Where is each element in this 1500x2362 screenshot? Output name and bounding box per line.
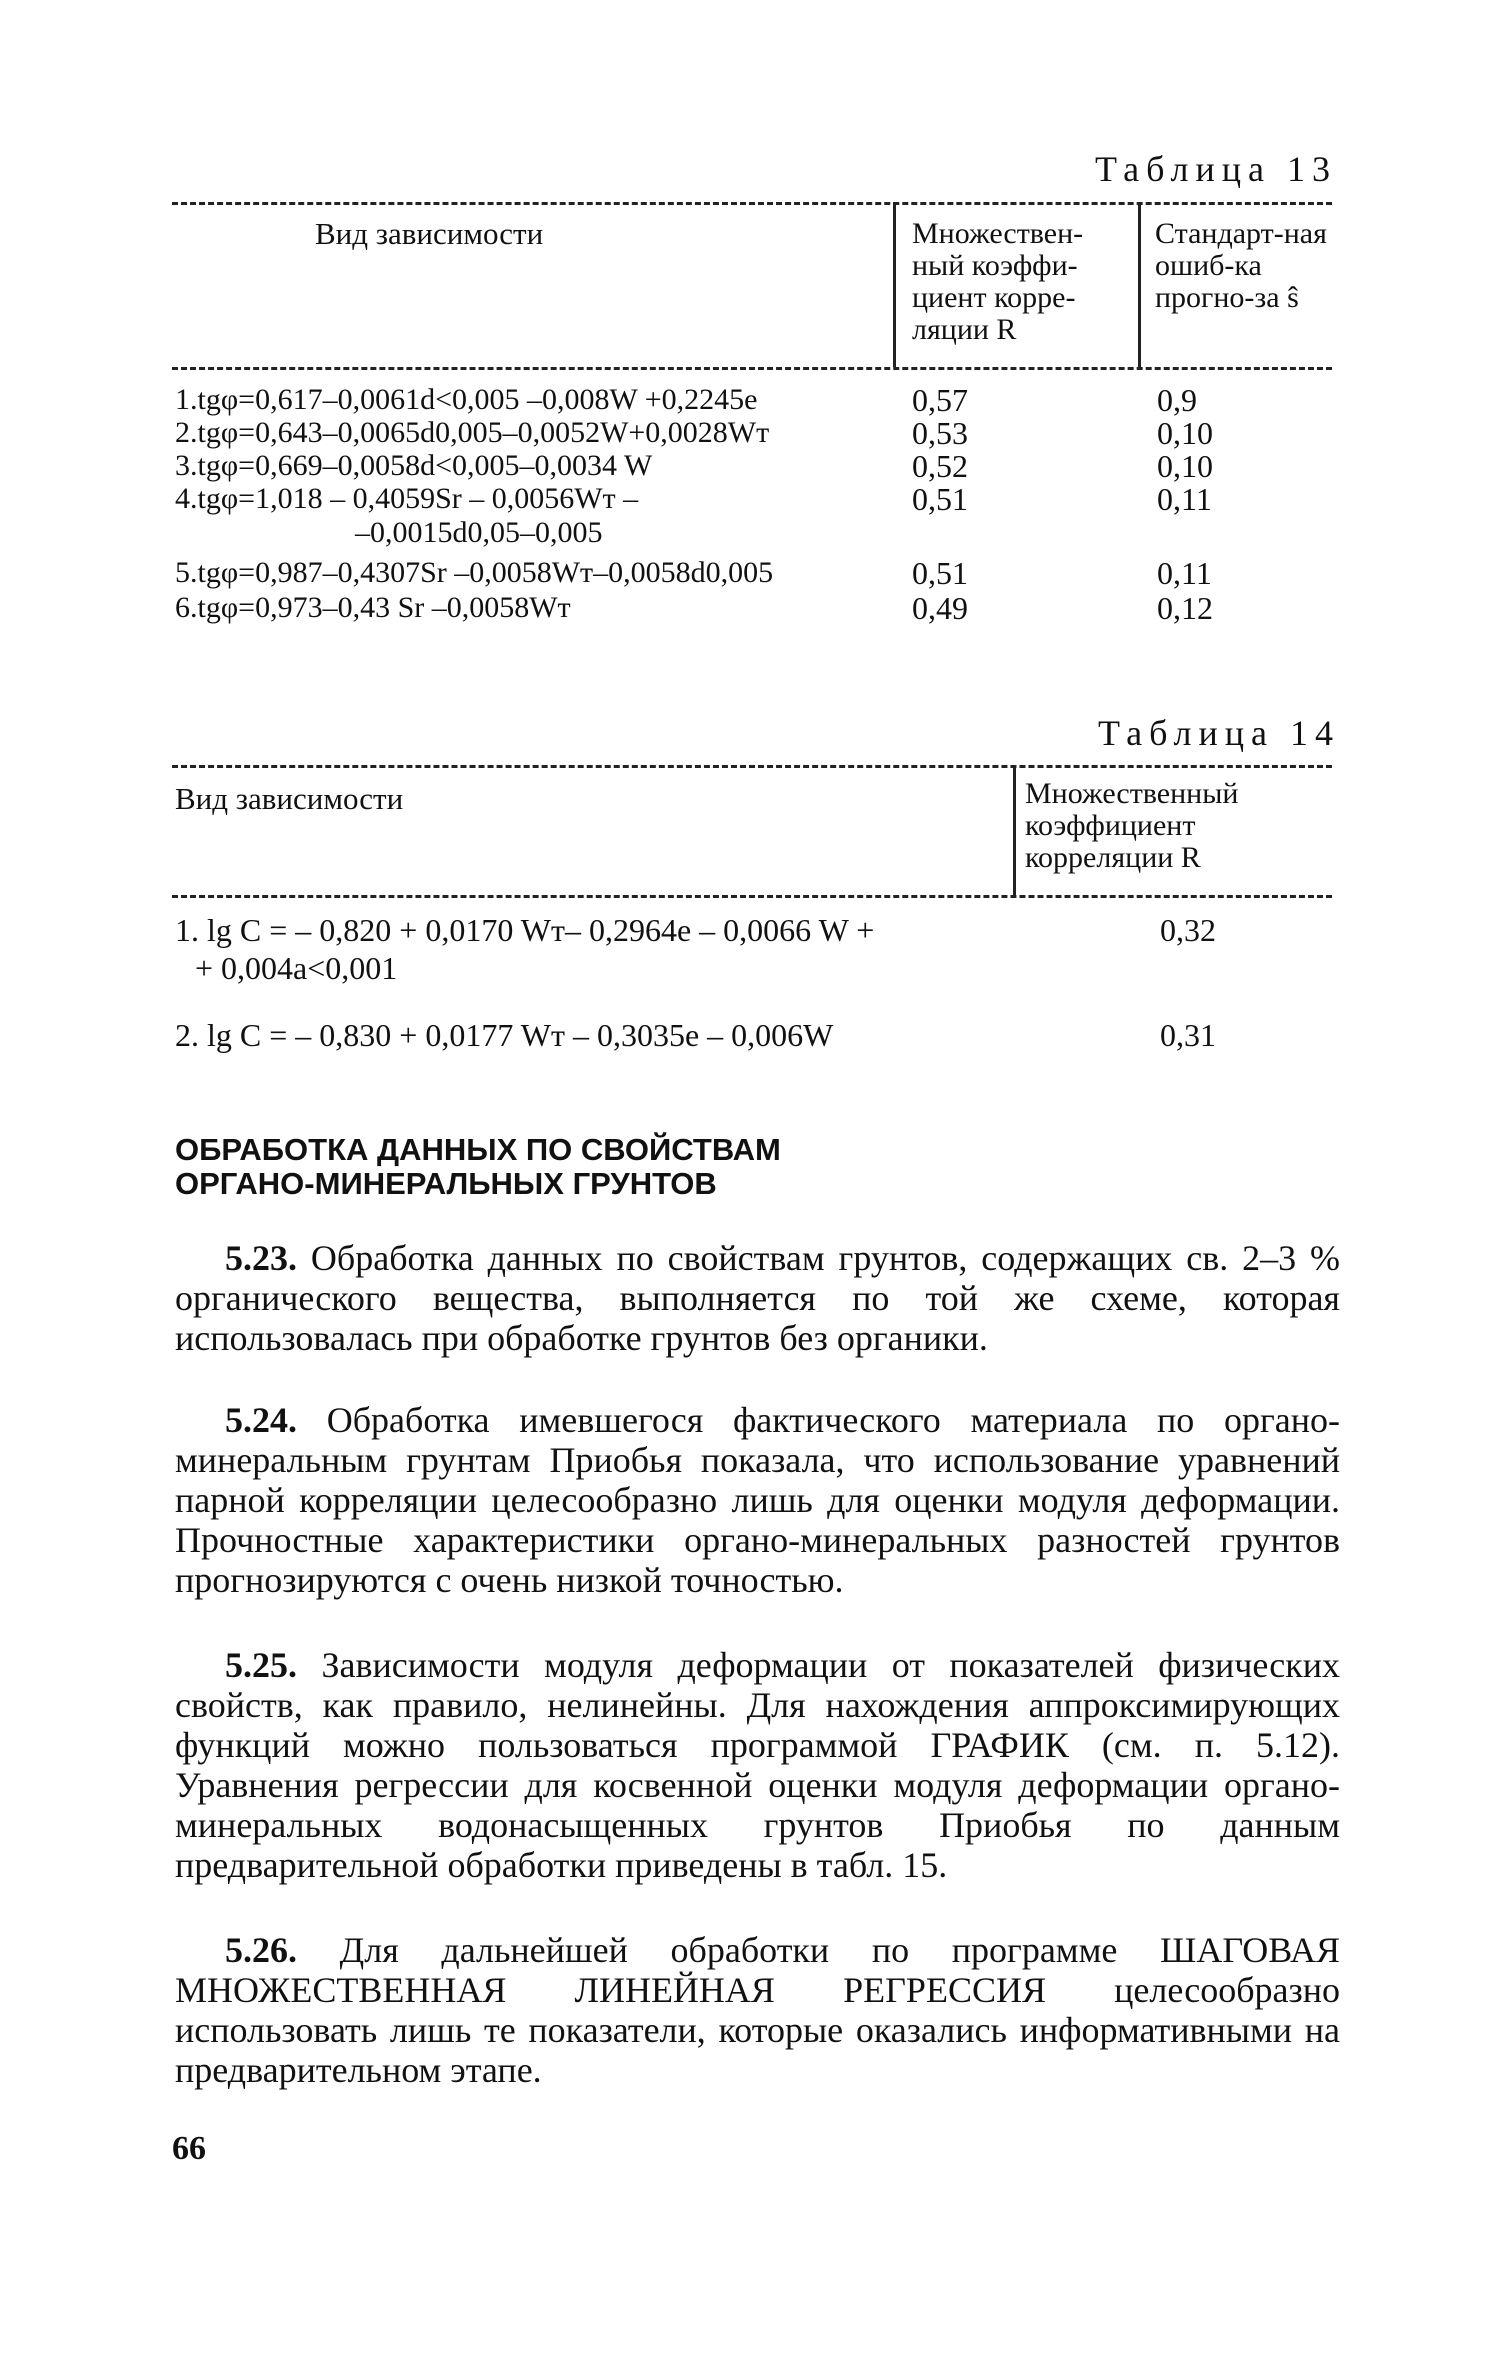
table13-header-rule (172, 367, 1332, 370)
table14-caption: Таблица 14 (1098, 713, 1340, 753)
paragraph-text: Обработка данных по свойствам грунтов, содержащих св. 2–3 % органического вещества, выполняется по той же схеме, которая использовалась при обработке грунтов без органики. (175, 1238, 1340, 1358)
table14-col-divider (1013, 765, 1016, 895)
table13-col-divider-2 (1138, 202, 1141, 367)
table13-col-divider-1 (893, 202, 896, 367)
table13-row2-r: 0,53 (912, 415, 968, 451)
paragraph-text: Обработка имевшегося фактического материала по органо-минеральным грунтам Приобья показала, что использование уравнений парной корреляции целесообразно лишь для оценки модуля деформации. Прочностные характеристики органо-минеральных разностей грунтов прогнозируются с очень низкой точностью. (175, 1400, 1340, 1600)
paragraph-5-25 (175, 1645, 1340, 1885)
paragraph-5-26 (175, 1930, 1340, 2090)
table13-header-r: Множествен-ный коэффи-циент корре-ляции R (912, 217, 1084, 346)
page-number: 66 (172, 2130, 206, 2167)
table14-row1-r: 0,32 (1160, 912, 1216, 948)
table13-row4-r: 0,51 (912, 481, 968, 517)
table14-row1-formula-line2: + 0,004a<0,001 (195, 950, 398, 986)
table13-row4-formula: 4.tgφ=1,018 – 0,4059Sr – 0,0056Wт – (175, 482, 639, 515)
table13-row3-s: 0,10 (1157, 448, 1213, 484)
paragraph-number: 5.25. (225, 1645, 297, 1685)
table14-row1-formula-line1: 1. lg C = – 0,820 + 0,0170 Wт– 0,2964e – 0,0066 W + (175, 912, 875, 948)
table13-row2-formula: 2.tgφ=0,643–0,0065d0,005–0,0052W+0,0028Wт (175, 416, 770, 449)
table13-header-type: Вид зависимости (315, 216, 544, 251)
section-heading-line1: ОБРАБОТКА ДАННЫХ ПО СВОЙСТВАМ (175, 1132, 781, 1167)
paragraph-text: Для дальнейшей обработки по программе ШАГОВАЯ МНОЖЕСТВЕННАЯ ЛИНЕЙНАЯ РЕГРЕССИЯ целесообразно использовать лишь те показатели, которые оказались информативными на предварительном этапе. (175, 1930, 1340, 2090)
paragraph-5-24 (175, 1400, 1340, 1600)
table13-row6-formula: 6.tgφ=0,973–0,43 Sr –0,0058Wт (175, 591, 571, 624)
table13-row1-r: 0,57 (912, 382, 968, 418)
table13-row4-s: 0,11 (1157, 481, 1212, 517)
table13-row1-s: 0,9 (1157, 382, 1197, 418)
table14-header-type: Вид зависимости (175, 781, 404, 816)
table13-row4-continuation: –0,0015d0,05–0,005 (355, 516, 603, 549)
table13-row5-formula: 5.tgφ=0,987–0,4307Sr –0,0058Wт–0,0058d0,005 (175, 556, 774, 589)
table13-row6-s: 0,12 (1157, 590, 1213, 626)
table13-row1-formula: 1.tgφ=0,617–0,0061d<0,005 –0,008W +0,2245e (175, 383, 758, 416)
paragraph-text: Зависимости модуля деформации от показателей физических свойств, как правило, нелинейны. Для нахождения аппроксимирующих функций можно пользоваться программой ГРАФИК (см. п. 5.12). Уравнения регрессии для косвенной оценки модуля деформации органо-минеральных водонасыщенных грунтов Приобья по данным предварительной обработки приведены в табл. 15. (175, 1645, 1341, 1885)
table14-row2-r: 0,31 (1160, 1017, 1216, 1053)
paragraph-number: 5.23. (225, 1238, 297, 1278)
table14-header-r: Множественный коэффициент корреляции R (1025, 777, 1239, 874)
table14-header-rule (172, 895, 1332, 898)
table13-row5-r: 0,51 (912, 555, 968, 591)
table13-caption: Таблица 13 (1095, 149, 1337, 189)
table13-row3-formula: 3.tgφ=0,669–0,0058d<0,005–0,0034 W (175, 449, 653, 482)
table14-top-rule (172, 765, 1332, 768)
table13-row3-r: 0,52 (912, 448, 968, 484)
table13-header-s: Стандарт-ная ошиб-ка прогно-за ŝ (1155, 217, 1327, 314)
table13-row6-r: 0,49 (912, 590, 968, 626)
paragraph-number: 5.24. (225, 1400, 297, 1440)
table13-row5-s: 0,11 (1157, 555, 1212, 591)
paragraph-number: 5.26. (225, 1930, 297, 1970)
section-heading-line2: ОРГАНО-МИНЕРАЛЬНЫХ ГРУНТОВ (175, 1166, 717, 1201)
table13-row2-s: 0,10 (1157, 415, 1213, 451)
paragraph-5-23 (175, 1238, 1340, 1358)
table13-top-rule (172, 202, 1332, 205)
table14-row2-formula: 2. lg C = – 0,830 + 0,0177 Wт – 0,3035e – 0,006W (175, 1017, 834, 1053)
